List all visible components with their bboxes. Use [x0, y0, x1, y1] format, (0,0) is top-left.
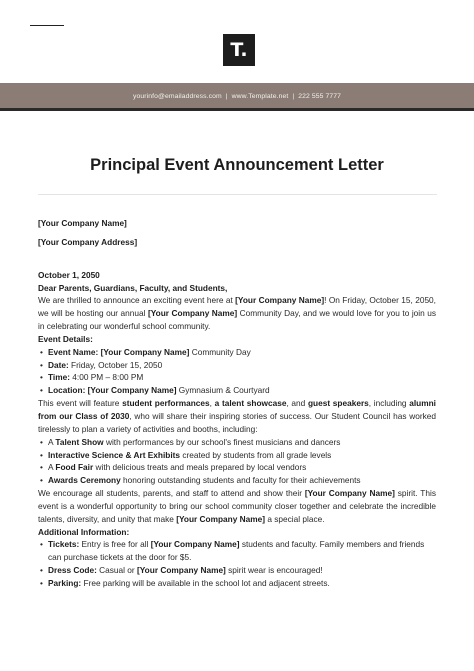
- contact-email[interactable]: yourinfo@emailaddress.com: [132, 93, 222, 100]
- list-item: • Tickets: Entry is free for all [Your Company Name] students and faculty. Family members and friends can purchase tickets at the door for $5.: [38, 538, 436, 564]
- letter-date: October 1, 2050: [38, 269, 100, 280]
- activities-list: [38, 436, 436, 487]
- intro-paragraph: We are thrilled to announce an exciting event here at [Your Company Name]! On Friday, October 15, 2050, we will be hosting our annual [Your Company Name] Community Day, and we would love for you to join us in celebrating our wonderful school community.: [38, 295, 436, 332]
- title-divider: [38, 194, 437, 195]
- document-title: Principal Event Announcement Letter: [90, 156, 384, 174]
- list-item: • Time: 4:00 PM – 8:00 PM: [38, 371, 436, 384]
- event-details-list: [38, 346, 436, 397]
- list-item: • Parking: Free parking will be available in the school lot and adjacent streets.: [38, 577, 436, 590]
- list-item: • Event Name: [Your Company Name] Community Day: [38, 346, 436, 359]
- contact-phone: 222 555 7777: [298, 93, 342, 100]
- additional-info-list: [38, 538, 436, 589]
- company-logo: T.: [223, 34, 255, 66]
- list-item: • Interactive Science & Art Exhibits created by students from all grade levels: [38, 449, 436, 462]
- corner-decoration-line: [30, 25, 64, 26]
- salutation: Dear Parents, Guardians, Faculty, and Students,: [38, 282, 228, 293]
- list-item: • A Talent Show with performances by our school's finest musicians and dancers: [38, 436, 436, 449]
- contact-separator: |: [292, 93, 295, 100]
- company-address: [Your Company Address]: [38, 236, 138, 247]
- feature-paragraph: This event will feature student performances, a talent showcase, and guest speakers, including alumni from our Class of 2030, who will share their inspiring stories of success. Our Student Council has worked tirelessly to plan a variety of activities and booths, including:: [38, 398, 436, 434]
- list-item: • Location: [Your Company Name] Gymnasium & Courtyard: [38, 384, 436, 397]
- contact-separator: |: [225, 93, 228, 100]
- event-details-heading: Event Details:: [38, 333, 93, 344]
- company-name: [Your Company Name]: [38, 218, 127, 228]
- encourage-paragraph: We encourage all students, parents, and staff to attend and show their [Your Company Name] spirit. This event is a wonderful opportunity to bring our school community closer together and celebrate the incredible talents, diversity, and unity that make [Your Company Name] a special place.: [38, 488, 436, 524]
- contact-info: [0, 93, 474, 100]
- additional-info-heading: Additional Information:: [38, 526, 130, 537]
- contact-website[interactable]: www.Template.net: [231, 93, 289, 100]
- letter-body: [38, 217, 436, 590]
- list-item: • Dress Code: Casual or [Your Company Name] spirit wear is encouraged!: [38, 564, 436, 577]
- list-item: • Date: Friday, October 15, 2050: [38, 359, 436, 372]
- list-item: • A Food Fair with delicious treats and meals prepared by local vendors: [38, 461, 436, 474]
- list-item: • Awards Ceremony honoring outstanding students and faculty for their achievements: [38, 474, 436, 487]
